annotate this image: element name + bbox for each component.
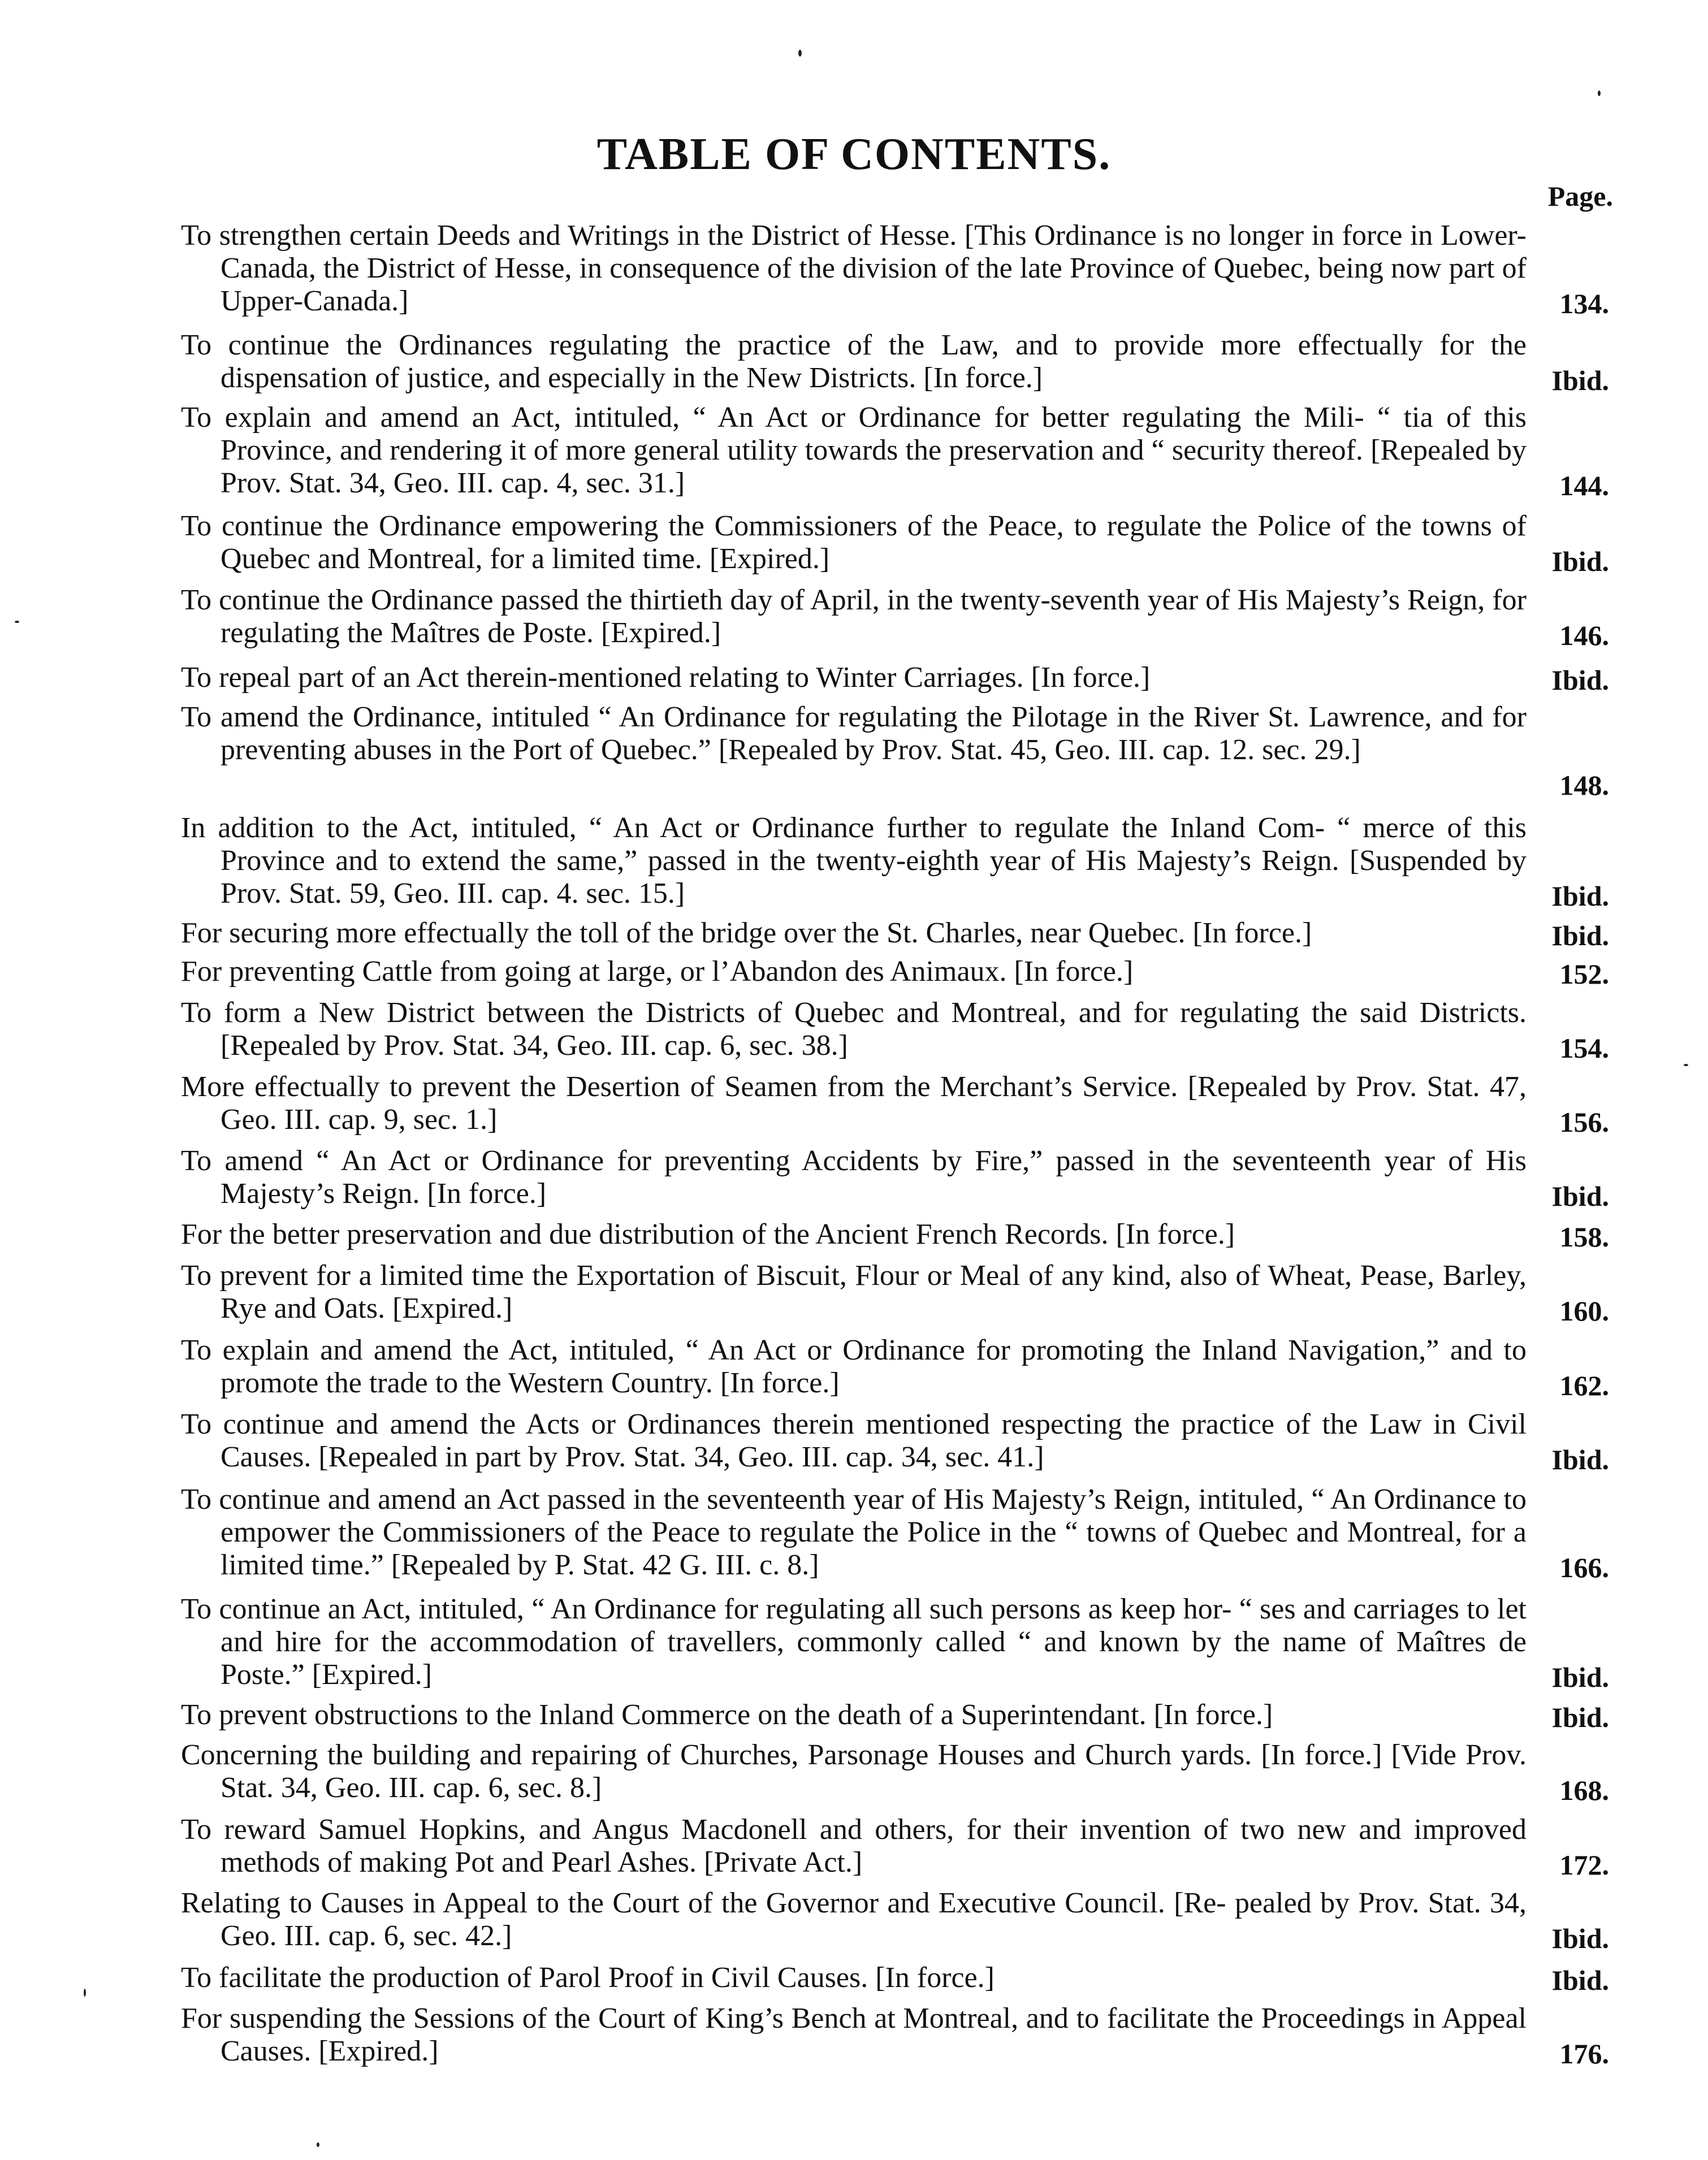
page-title: TABLE OF CONTENTS. <box>596 129 1112 179</box>
toc-entry-title: To explain and amend the Act, intituled, “ An Act or Ordinance for promoting the Inland Navigation,” and to promote the trade to the Western Country. [In force.] <box>181 1334 1527 1399</box>
toc-entry-title: To facilitate the production of Parol Proof in Civil Causes. [In force.] <box>181 1962 994 1994</box>
toc-entry-title: To continue an Act, intituled, “ An Ordinance for regulating all such persons as keep hor- “ ses and carriages to let and hire for the accommodation of travellers, commonly called “ and known by the name of Maîtres de Poste.” [Expired.] <box>181 1593 1527 1691</box>
scan-speck <box>1598 90 1601 96</box>
toc-entry-page: Ibid. <box>1551 880 1609 912</box>
toc-entry-title: For the better preservation and due distribution of the Ancient French Records. [In force.] <box>181 1218 1235 1250</box>
toc-entry-page: 156. <box>1559 1106 1609 1138</box>
toc-entry-title: To explain and amend an Act, intituled, “ An Act or Ordinance for better regulating the Mili- “ tia of this Province, and rendering it of more general utility towards the preservation and “ security thereof. [Repealed by Prov. Stat. 34, Geo. III. cap. 4, sec. 31.] <box>181 401 1527 499</box>
scan-speck <box>1684 1064 1688 1066</box>
toc-entry-page: Ibid. <box>1551 546 1609 577</box>
toc-entry-page: Ibid. <box>1551 1444 1609 1475</box>
toc-entry-page: Ibid. <box>1551 920 1609 951</box>
page-column-heading: Page. <box>1547 180 1613 212</box>
toc-entry-title: To continue and amend an Act passed in the seventeenth year of His Majesty’s Reign, intituled, “ An Ordinance to empower the Commissioners of the Peace to regulate the Police in the “ towns of Quebec and Montreal, for a limited time.” [Repealed by P. Stat. 42 G. III. c. 8.] <box>181 1483 1527 1581</box>
scan-speck <box>84 1989 86 1997</box>
toc-entry-page: 166. <box>1559 1552 1609 1583</box>
toc-entry-page: 144. <box>1559 470 1609 501</box>
toc-entry-title: For preventing Cattle from going at large, or l’Abandon des Animaux. [In force.] <box>181 955 1134 988</box>
toc-entry-title: To continue and amend the Acts or Ordinances therein mentioned respecting the practice of the Law in Civil Causes. [Repealed in part by Prov. Stat. 34, Geo. III. cap. 34, sec. 41.] <box>181 1408 1527 1473</box>
toc-entry-page: Ibid. <box>1551 1923 1609 1954</box>
toc-entry-page: 154. <box>1559 1032 1609 1064</box>
toc-entry-title: To prevent obstructions to the Inland Commerce on the death of a Superintendant. [In force.] <box>181 1699 1273 1731</box>
toc-entry-page: Ibid. <box>1551 1180 1609 1212</box>
toc-entry-page: Ibid. <box>1551 664 1609 696</box>
toc-entry-page: 146. <box>1559 620 1609 651</box>
toc-entry-page: 158. <box>1559 1221 1609 1253</box>
toc-entry-title: For suspending the Sessions of the Court of King’s Bench at Montreal, and to facilitate the Proceedings in Appeal Causes. [Expired.] <box>181 2002 1527 2067</box>
toc-entry-title: To prevent for a limited time the Exportation of Biscuit, Flour or Meal of any kind, also of Wheat, Pease, Barley, Rye and Oats. [Expired.] <box>181 1259 1527 1324</box>
toc-entry-page: Ibid. <box>1551 365 1609 396</box>
toc-entry-title: More effectually to prevent the Desertion of Seamen from the Merchant’s Service. [Repealed by Prov. Stat. 47, Geo. III. cap. 9, sec. 1.] <box>181 1071 1527 1136</box>
toc-entry-page: Ibid. <box>1551 1661 1609 1693</box>
toc-entry-page: 152. <box>1559 958 1609 990</box>
toc-entry-title: For securing more effectually the toll of the bridge over the St. Charles, near Quebec. [In force.] <box>181 917 1312 949</box>
toc-entry-title: Relating to Causes in Appeal to the Court of the Governor and Executive Council. [Re- pealed by Prov. Stat. 34, Geo. III. cap. 6, sec. 42.] <box>181 1887 1527 1952</box>
toc-entry-page: 162. <box>1559 1370 1609 1401</box>
toc-entry-title: To strengthen certain Deeds and Writings in the District of Hesse. [This Ordinance is no longer in force in Lower-Canada, the District of Hesse, in consequence of the division of the late Province of Quebec, being now part of Upper-Canada.] <box>181 219 1527 317</box>
toc-entry-title: Concerning the building and repairing of Churches, Parsonage Houses and Church yards. [In force.] [Vide Prov. Stat. 34, Geo. III. cap. 6, sec. 8.] <box>181 1739 1527 1804</box>
scan-speck <box>15 621 19 623</box>
toc-entry-page: 168. <box>1559 1774 1609 1806</box>
toc-entry-title: In addition to the Act, intituled, “ An Act or Ordinance further to regulate the Inland Com- “ merce of this Province and to extend the same,” passed in the twenty-eighth year of His Majesty’s Reign. [Suspended by Prov. Stat. 59, Geo. III. cap. 4. sec. 15.] <box>181 812 1527 910</box>
toc-entry-page: 134. <box>1559 288 1609 319</box>
toc-entry-page: 172. <box>1559 1849 1609 1881</box>
toc-entry-title: To amend “ An Act or Ordinance for preventing Accidents by Fire,” passed in the seventeenth year of His Majesty’s Reign. [In force.] <box>181 1145 1527 1210</box>
toc-entry-page: 148. <box>1559 769 1609 801</box>
toc-entry-page: Ibid. <box>1551 1964 1609 1996</box>
toc-entry-page: 160. <box>1559 1295 1609 1327</box>
toc-entry-title: To form a New District between the Districts of Quebec and Montreal, and for regulating the said Districts. [Repealed by Prov. Stat. 34, Geo. III. cap. 6, sec. 38.] <box>181 997 1527 1062</box>
toc-entry-title: To continue the Ordinances regulating the practice of the Law, and to provide more effectually for the dispensation of justice, and especially in the New Districts. [In force.] <box>181 329 1527 394</box>
scan-speck <box>317 2142 319 2147</box>
toc-entry-title: To continue the Ordinance empowering the Commissioners of the Peace, to regulate the Police of the towns of Quebec and Montreal, for a limited time. [Expired.] <box>181 510 1527 575</box>
toc-entry-page: Ibid. <box>1551 1702 1609 1733</box>
toc-entry-title: To reward Samuel Hopkins, and Angus Macdonell and others, for their invention of two new and improved methods of making Pot and Pearl Ashes. [Private Act.] <box>181 1813 1527 1878</box>
toc-entry-title: To continue the Ordinance passed the thirtieth day of April, in the twenty-seventh year of His Majesty’s Reign, for regulating the Maîtres de Poste. [Expired.] <box>181 584 1527 649</box>
toc-entry-title: To amend the Ordinance, intituled “ An Ordinance for regulating the Pilotage in the River St. Lawrence, and for preventing abuses in the Port of Quebec.” [Repealed by Prov. Stat. 45, Geo. III. cap. 12. sec. 29.] <box>181 701 1527 766</box>
scan-speck <box>798 50 802 57</box>
toc-entry-page: 176. <box>1559 2038 1609 2070</box>
toc-entry-title: To repeal part of an Act therein-mentioned relating to Winter Carriages. [In force.] <box>181 661 1151 694</box>
